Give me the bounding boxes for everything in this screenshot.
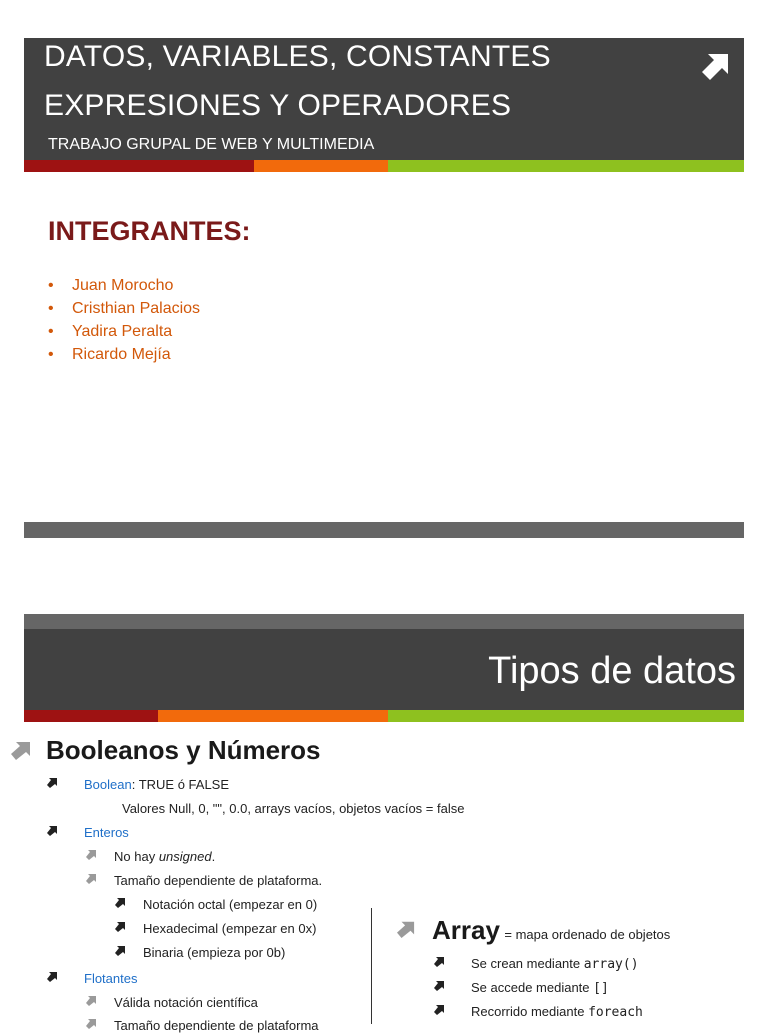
slide2-title: Tipos de datos [488, 650, 736, 692]
column-divider [371, 908, 372, 1024]
slide1-title-line1: DATOS, VARIABLES, CONSTANTES [44, 40, 551, 73]
arrow-bullet-icon [86, 996, 96, 1006]
unsigned-item: No hay unsigned. [114, 849, 216, 864]
arrow-bullet-icon [47, 778, 57, 788]
arrow-bullet-icon [47, 826, 57, 836]
accent-bar-orange [158, 710, 388, 722]
arrow-bullet-icon [86, 850, 96, 860]
list-item: • Juan Morocho [48, 277, 174, 294]
members-list [48, 274, 200, 366]
accent-bar-green [388, 710, 744, 722]
accent-bar-orange [254, 160, 388, 172]
cientifica-item: Válida notación científica [114, 995, 258, 1010]
enteros-item: Enteros [84, 825, 129, 840]
booleanos-heading: Booleanos y Números [46, 735, 321, 765]
arrow-bullet-icon [47, 972, 57, 982]
hex-item: Hexadecimal (empezar en 0x) [143, 921, 317, 936]
arrow-bullet-icon [434, 957, 444, 967]
slide2-top-strip [24, 614, 744, 629]
list-item: • Ricardo Mejía [48, 346, 171, 363]
accent-bar-red [24, 160, 254, 172]
array-foreach-item: Recorrido mediante foreach [471, 1004, 643, 1020]
north-east-arrow-icon [700, 50, 732, 82]
tamano-item: Tamaño dependiente de plataforma. [114, 873, 323, 888]
binaria-item: Binaria (empieza por 0b) [143, 945, 286, 960]
array-access-item: Se accede mediante [] [471, 980, 609, 996]
arrow-bullet-icon [434, 1005, 444, 1015]
slide1-title-line2: EXPRESIONES Y OPERADORES [44, 89, 512, 122]
accent-bar-red [24, 710, 158, 722]
arrow-bullet-icon [86, 874, 96, 884]
array-heading: Array = mapa ordenado de objetos [432, 915, 671, 945]
arrow-bullet-icon [396, 920, 416, 938]
accent-bar-green [388, 160, 744, 172]
flotantes-item: Flotantes [84, 971, 138, 986]
slide1-subtitle: TRABAJO GRUPAL DE WEB Y MULTIMEDIA [48, 136, 375, 153]
false-values-text: Valores Null, 0, "", 0.0, arrays vacíos, objetos vacíos = false [122, 801, 465, 816]
octal-item: Notación octal (empezar en 0) [143, 897, 318, 912]
arrow-bullet-icon [115, 922, 125, 932]
integrantes-heading: INTEGRANTES: [48, 216, 251, 246]
arrow-bullet-icon [434, 981, 444, 991]
cut-off-item: Tamaño dependiente de plataforma [114, 1018, 319, 1033]
boolean-item: Boolean: TRUE ó FALSE [84, 777, 230, 792]
slide1-footer-bar [24, 522, 744, 538]
arrow-bullet-icon [115, 946, 125, 956]
list-item: • Cristhian Palacios [48, 300, 201, 317]
array-create-item: Se crean mediante array() [471, 956, 639, 972]
arrow-bullet-icon [10, 740, 32, 760]
list-item: • Yadira Peralta [48, 323, 173, 340]
arrow-bullet-icon [86, 1019, 96, 1029]
arrow-bullet-icon [115, 898, 125, 908]
